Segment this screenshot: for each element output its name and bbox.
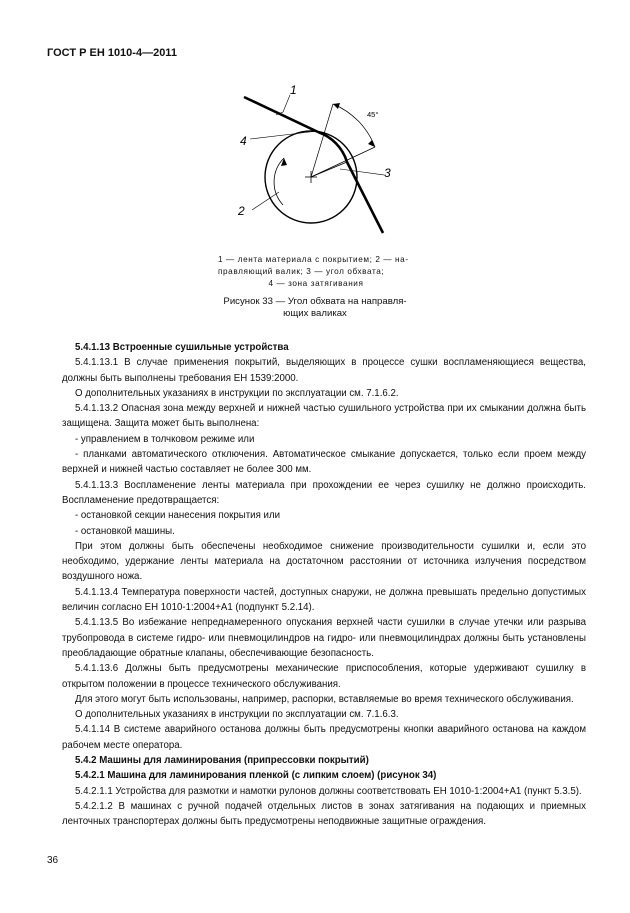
angle-label: 45° bbox=[367, 110, 379, 119]
body-text bbox=[62, 340, 586, 830]
material-web-incoming bbox=[244, 97, 318, 132]
marker-4: 4 bbox=[240, 134, 247, 148]
marker-2: 2 bbox=[238, 204, 245, 218]
document-header: ГОСТ Р ЕН 1010-4—2011 bbox=[47, 47, 177, 59]
paragraph: При этом должны быть обеспечены необходимое снижение производительности сушилки и, если это необходимо, удержание ленты материала на достаточном расстоянии от источника излучения посредством воздушного ножа. bbox=[62, 540, 586, 583]
paragraph: 5.4.2.1 Машина для ламинирования пленкой (с липким слоем) (рисунок 34) bbox=[75, 770, 437, 782]
paragraph: О дополнительных указаниях в инструкции по эксплуатации см. 7.1.6.3. bbox=[75, 709, 399, 721]
caption-line: ющих валиках bbox=[283, 308, 347, 319]
legend-line: 4 — зона затягивания bbox=[268, 279, 364, 288]
marker-3: 3 bbox=[384, 166, 391, 180]
page-number: 36 bbox=[47, 855, 59, 866]
paragraph: 5.4.1.13.5 Во избежание непреднамеренного опускания верхней части сушилки в случае утечки или разрыва трубопровода в системе гидро- или пневмоцилиндров на гидро- или пневмоцилиндрах должны быть установлены преобладающие обратные клапаны, обеспечивающие безопасность. bbox=[62, 617, 586, 659]
paragraph: 5.4.1.13.1 В случае применения покрытий, выделяющих в процессе сушки воспламеняющиеся вещества, должны быть выполнены требования ЕН 1539:2000. bbox=[62, 357, 586, 384]
radius-line-1 bbox=[311, 104, 333, 177]
leader-3 bbox=[340, 169, 384, 175]
leader-2 bbox=[252, 192, 279, 210]
angle-arrowhead-2 bbox=[368, 140, 375, 147]
legend-line: 1 — лента материала с покрытием; 2 — на- bbox=[218, 255, 409, 264]
paragraph: - остановкой машины. bbox=[75, 525, 175, 537]
rotation-arrowhead bbox=[281, 158, 287, 166]
paragraph: - планками автоматического отключения. Автоматическое смыкание допускается, только если проем между верхней и нижней частью составляет не более 300 мм. bbox=[62, 449, 586, 476]
paragraph: 5.4.1.13.6 Должны быть предусмотрены механические приспособления, которые удерживают сушилку в открытом положении в процессе технического обслуживания. bbox=[62, 663, 586, 690]
figure-legend bbox=[218, 254, 414, 290]
legend-line: правляющий валик; 3 — угол обхвата; bbox=[218, 267, 385, 276]
leader-4 bbox=[250, 131, 318, 139]
paragraph: 5.4.1.13.4 Температура поверхности частей, доступных снаружи, не должна превышать предельно допустимых величин согласно ЕН 1010-1:2004+А1 (подпункт 5.2.14). bbox=[62, 586, 586, 614]
paragraph: - остановкой секции нанесения покрытия или bbox=[75, 510, 281, 522]
marker-1: 1 bbox=[290, 83, 297, 97]
paragraph: Для этого могут быть использованы, например, распорки, вставляемые во время технического обслуживания. bbox=[75, 693, 574, 705]
paragraph: 5.4.1.13.2 Опасная зона между верхней и нижней частью сушильного устройства при их смыкании должна быть защищена. Защита может быть выполнена: bbox=[62, 403, 586, 430]
angle-arrowhead-1 bbox=[333, 103, 340, 109]
paragraph: О дополнительных указаниях в инструкции по эксплуатации см. 7.1.6.2. bbox=[75, 387, 399, 399]
paragraph: 5.4.2 Машины для ламинирования (припрессовки покрытий) bbox=[75, 755, 369, 767]
caption-line: Рисунок 33 — Угол обхвата на направля- bbox=[223, 296, 407, 307]
figure-caption bbox=[200, 296, 430, 320]
paragraph: 5.4.1.14 В системе аварийного останова должны быть предусмотрены кнопки аварийного останова на каждом рабочем месте оператора. bbox=[62, 724, 586, 751]
paragraph: 5.4.1.13 Встроенные сушильные устройства bbox=[75, 342, 289, 353]
paragraph: 5.4.2.1.1 Устройства для размотки и намотки рулонов должны соответствовать ЕН 1010-1:2004+А1 (пункт 5.3.5). bbox=[75, 785, 582, 797]
figure-33-diagram bbox=[205, 76, 425, 246]
paragraph: 5.4.1.13.3 Воспламенение ленты материала при прохождении ее через сушилку не должно происходить. Воспламенение предотвращается: bbox=[62, 479, 586, 506]
paragraph: - управлением в толчковом режиме или bbox=[75, 433, 255, 445]
paragraph: 5.4.2.1.2 В машинах с ручной подачей отдельных листов в зонах затягивания на подающих и приемных ленточных транспортерах должны быть предусмотрены неподвижные защитные ограждения. bbox=[62, 800, 586, 828]
